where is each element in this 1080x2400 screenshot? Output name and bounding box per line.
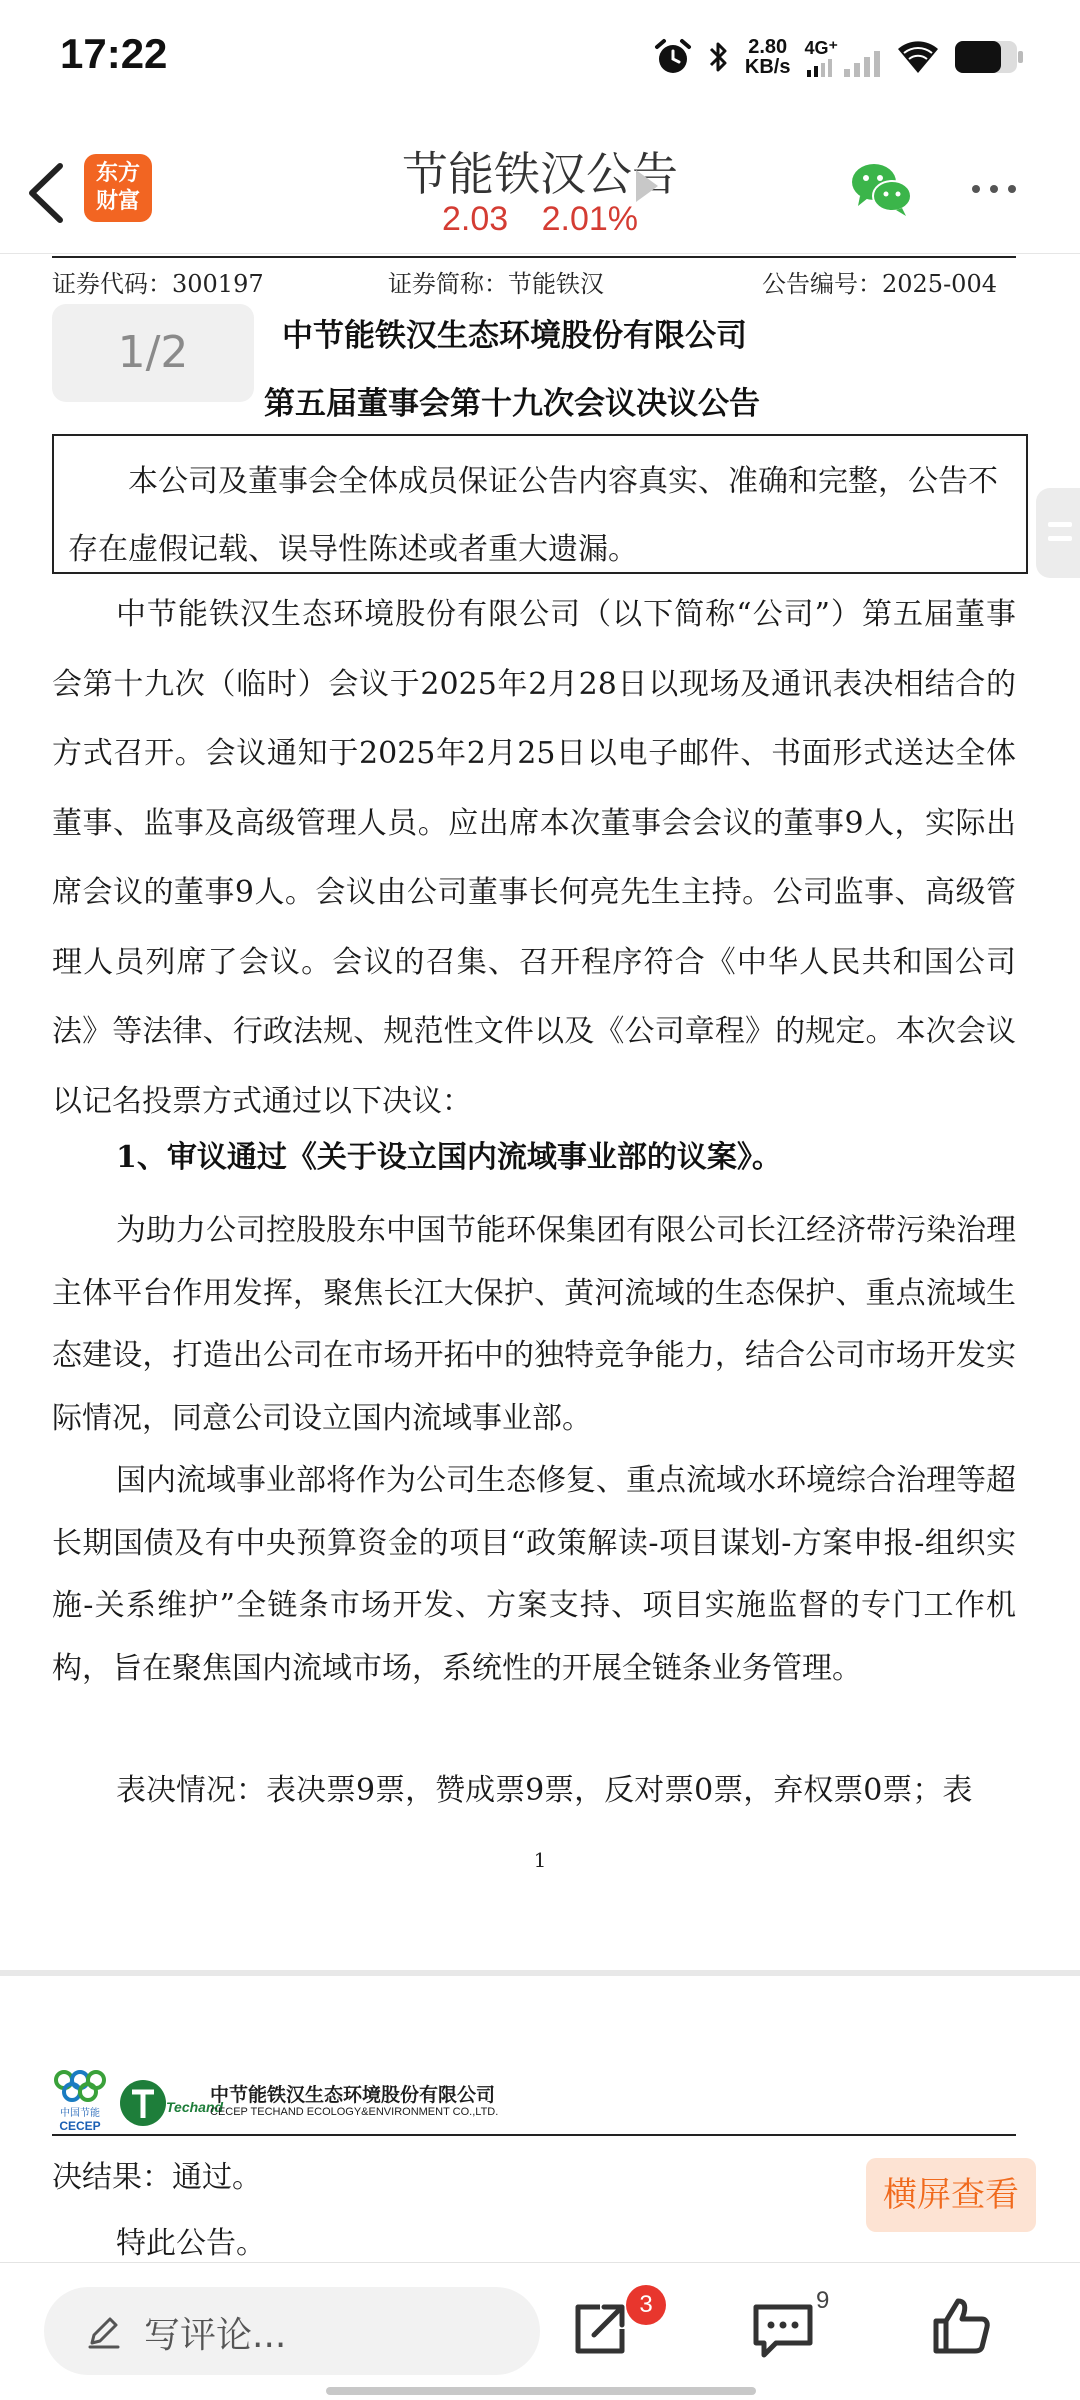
share-icon[interactable] (570, 2299, 630, 2359)
pencil-icon (84, 2311, 124, 2351)
security-name: 证券简称：节能铁汉 (388, 270, 604, 298)
status-time: 17:22 (60, 30, 168, 77)
svg-text:Techand: Techand (166, 2099, 224, 2115)
stock-change: 2.01% (541, 200, 639, 238)
wechat-share-icon[interactable] (848, 158, 914, 218)
side-menu-handle[interactable] (1036, 488, 1080, 578)
comment-placeholder: 写评论... (144, 2315, 287, 2356)
paragraph-2: 为助力公司控股股东中国节能环保集团有限公司长江经济带污染治理主体平台作用发挥，聚焦长江大保护、黄河流域的生态保护、重点流域生态建设，打造出公司在市场开拓中的独特竞争能力，结合公司市场开发实际情况，同意公司设立国内流域事业部。 (52, 1213, 1016, 1436)
page-2-header (50, 2066, 1016, 2134)
bottom-action-bar (0, 2262, 1080, 2400)
announcement-number: 公告编号：2025-004 (762, 270, 997, 298)
page-number: 1 (533, 1848, 547, 1872)
techand-logo-icon (118, 2078, 224, 2128)
wifi-icon (896, 39, 940, 75)
company-name-en: CECEP TECHAND ECOLOGY&ENVIRONMENT CO.,LTD. (210, 2106, 499, 2118)
section-1-heading: 1、审议通过《关于设立国内流域事业部的议案》。 (116, 1140, 782, 1175)
cecep-logo-icon (50, 2066, 110, 2134)
status-bar (0, 0, 1080, 118)
comment-input[interactable] (44, 2287, 540, 2375)
comment-icon[interactable] (752, 2301, 814, 2359)
home-indicator[interactable] (326, 2387, 756, 2395)
network-label: 4G⁺ (804, 37, 838, 58)
landscape-view-button[interactable]: 横屏查看 (866, 2158, 1036, 2232)
paragraph-4: 表决情况：表决票9票，赞成票9票，反对票0票，弃权票0票；表 (116, 1773, 973, 1808)
share-badge: 3 (626, 2285, 666, 2325)
signal-2-icon (842, 49, 882, 77)
play-triangle-icon[interactable] (636, 170, 658, 202)
signal-icon (807, 59, 835, 77)
announcement-title: 第五届董事会第十九次会议决议公告 (264, 386, 760, 422)
status-icons (653, 34, 1024, 80)
paragraph-1: 中节能铁汉生态环境股份有限公司（以下简称“公司”）第五届董事会第十九次（临时）会议于2025年2月28日以现场及通讯表决相结合的方式召开。会议通知于2025年2月25日以电子邮件、书面形式送达全体董事、监事及高级管理人员。应出席本次董事会会议的董事9人，实际出席会议的董事9人。会议由公司董事长何亮先生主持。公司监事、高级管理人员列席了会议。会议的召集、召开程序符合《中华人民共和国公司法》等法律、行政法规、规范性文件以及《公司章程》的规定。本次会议以记名投票方式通过以下决议： (52, 597, 1016, 1119)
page-top-rule (52, 256, 1016, 258)
svg-text:中国节能: 中国节能 (60, 2108, 100, 2119)
closing-text: 特此公告。 (116, 2226, 266, 2261)
security-code: 证券代码：300197 (52, 270, 264, 298)
network-type (804, 38, 882, 77)
battery-icon (954, 39, 1024, 75)
vote-result-text: 决结果：通过。 (52, 2160, 262, 2195)
more-options-icon[interactable] (972, 174, 1032, 204)
alarm-icon (653, 37, 693, 77)
stock-quote (0, 200, 1080, 239)
eastmoney-logo[interactable]: 东方 财富 (84, 154, 152, 222)
thumbs-up-icon[interactable] (930, 2295, 992, 2357)
paragraph-3: 国内流域事业部将作为公司生态修复、重点流域水环境综合治理等超长期国债及有中央预算资金的项目“政策解读-项目谋划-方案申报-组织实施-关系维护”全链条市场开发、方案支持、项目实施监督的专门工作机构，旨在聚焦国内流域市场，系统性的开展全链条业务管理。 (52, 1463, 1016, 1686)
company-title: 中节能铁汉生态环境股份有限公司 (282, 318, 747, 354)
comment-count: 9 (816, 2287, 830, 2314)
page-2-rule (52, 2134, 1016, 2136)
page-separator (0, 1970, 1080, 1976)
page-indicator: 1/2 (52, 304, 254, 402)
network-speed: 2.80 KB/s (744, 36, 791, 78)
page-title: 节能铁汉公告 (402, 147, 678, 201)
notice-box: 本公司及董事会全体成员保证公告内容真实、准确和完整，公告不存在虚假记载、误导性陈述或者重大遗漏。 (52, 434, 1028, 574)
bluetooth-icon (707, 37, 731, 77)
stock-price: 2.03 (441, 200, 509, 238)
company-name-cn: 中节能铁汉生态环境股份有限公司 (210, 2084, 496, 2106)
svg-text:CECEP: CECEP (59, 2119, 101, 2133)
app-header (0, 118, 1080, 254)
